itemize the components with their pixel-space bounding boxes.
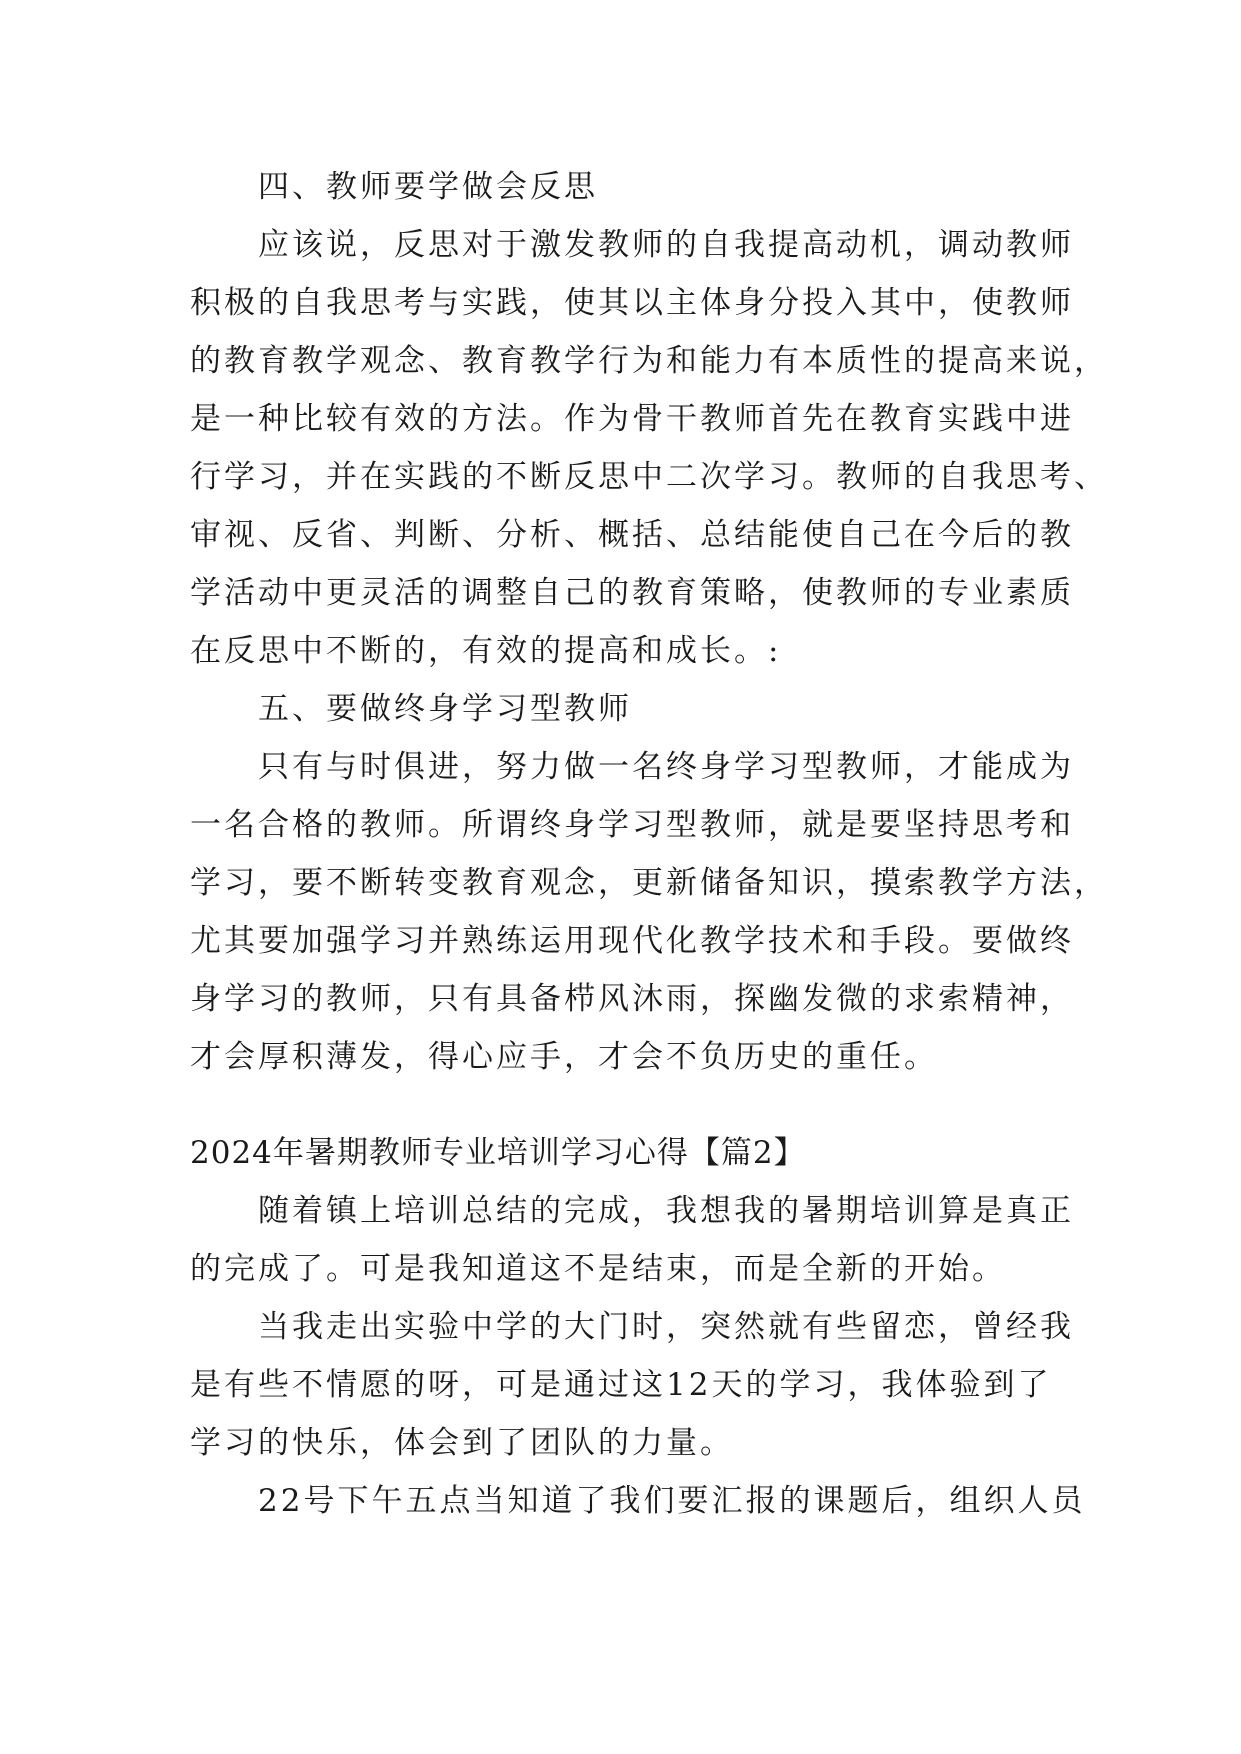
paragraph-school-gate <box>190 1298 1074 1472</box>
paragraph-training-complete <box>190 1182 1074 1298</box>
paragraph-line: 才会厚积薄发，得心应手，才会不负历史的重任。 <box>190 1039 938 1075</box>
paragraph-line: 尤其要加强学习并熟练运用现代化教学技术和手段。要做终 <box>190 923 1074 959</box>
paragraph-line: 当我走出实验中学的大门时，突然就有些留恋，曾经我 <box>258 1309 1074 1345</box>
paragraph-line: 行学习，并在实践的不断反思中二次学习。教师的自我思考、 <box>190 459 1108 495</box>
paragraph-line: 一名合格的教师。所谓终身学习型教师，就是要坚持思考和 <box>190 807 1074 843</box>
article-title: 2024年暑期教师专业培训学习心得【篇2】 <box>190 1135 806 1171</box>
paragraph-line: 是一种比较有效的方法。作为骨干教师首先在教育实践中进 <box>190 401 1074 437</box>
paragraph-reflection <box>190 216 1108 680</box>
section-heading-5: 五、要做终身学习型教师 <box>258 691 632 727</box>
paragraph-line: 在反思中不断的，有效的提高和成长。: <box>190 633 782 669</box>
paragraph-line: 学活动中更灵活的调整自己的教育策略，使教师的专业素质 <box>190 575 1074 611</box>
paragraph-line: 应该说，反思对于激发教师的自我提高动机，调动教师 <box>258 227 1074 263</box>
document-body <box>190 158 1108 1530</box>
paragraph-line: 是有些不情愿的呀，可是通过这12天的学习，我体验到了 <box>190 1367 1052 1403</box>
section-spacer <box>190 1086 1060 1124</box>
paragraph-line: 学习，要不断转变教育观念，更新储备知识，摸索教学方法， <box>190 865 1108 901</box>
paragraph-line: 身学习的教师，只有具备栉风沐雨，探幽发微的求索精神， <box>190 981 1074 1017</box>
paragraph-line: 积极的自我思考与实践，使其以主体身分投入其中，使教师 <box>190 285 1074 321</box>
paragraph-line: 随着镇上培训总结的完成，我想我的暑期培训算是真正 <box>258 1193 1074 1229</box>
paragraph-report-topic <box>190 1472 1086 1530</box>
paragraph-line: 22号下午五点当知道了我们要汇报的课题后，组织人员 <box>258 1483 1086 1519</box>
section-heading-4: 四、教师要学做会反思 <box>258 169 598 205</box>
paragraph-line: 的教育教学观念、教育教学行为和能力有本质性的提高来说， <box>190 343 1108 379</box>
paragraph-line: 的完成了。可是我知道这不是结束，而是全新的开始。 <box>190 1251 1006 1287</box>
paragraph-line: 只有与时俱进，努力做一名终身学习型教师，才能成为 <box>258 749 1074 785</box>
paragraph-line: 审视、反省、判断、分析、概括、总结能使自己在今后的教 <box>190 517 1074 553</box>
paragraph-lifelong-learning <box>190 738 1108 1086</box>
paragraph-line: 学习的快乐，体会到了团队的力量。 <box>190 1425 734 1461</box>
